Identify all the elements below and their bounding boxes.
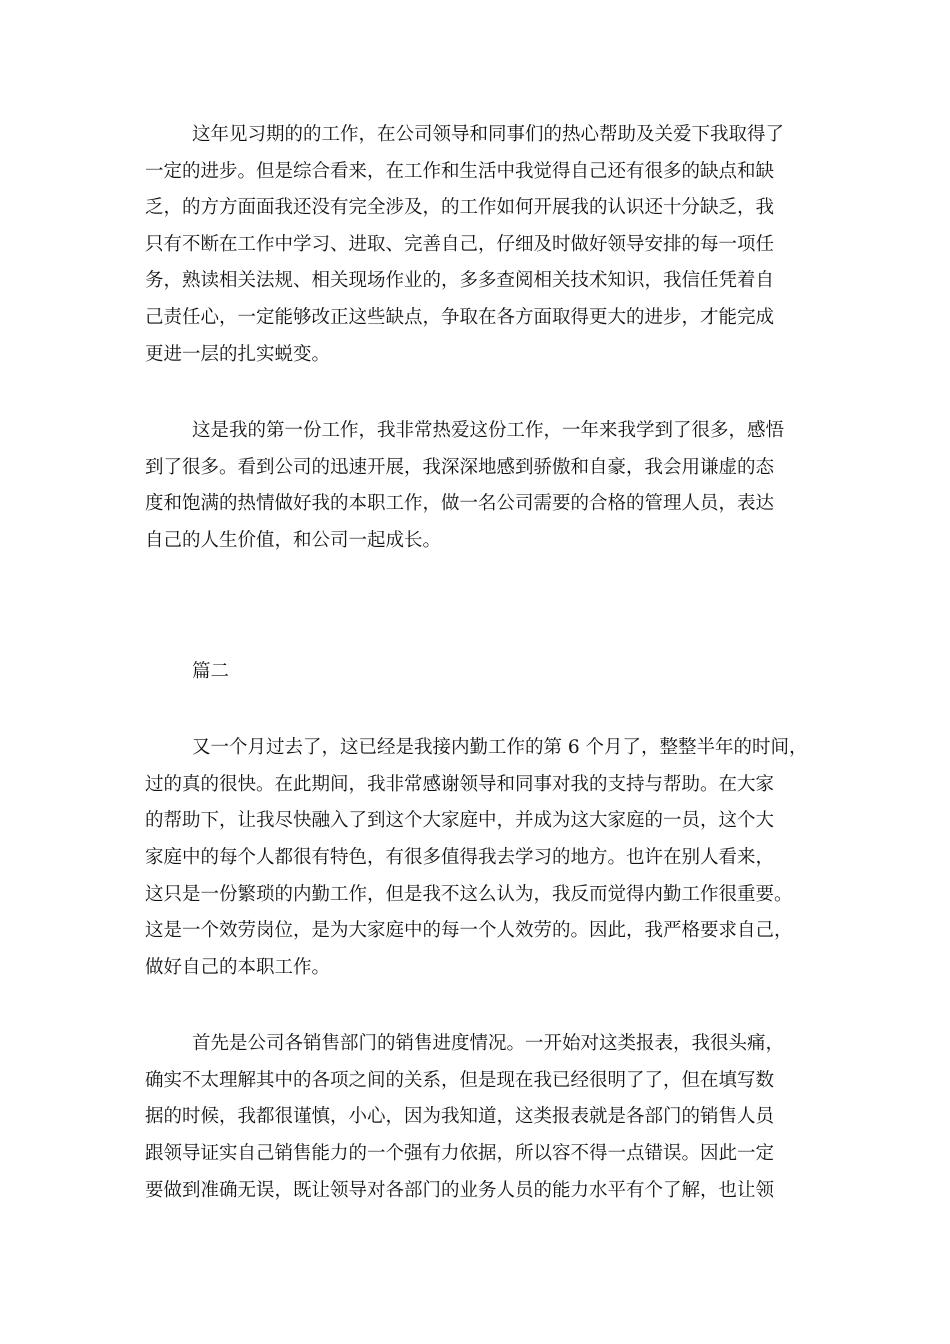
section-spacer xyxy=(145,560,813,654)
document-page xyxy=(145,117,813,1209)
paragraph-line: 做好自己的本职工作。 xyxy=(145,956,331,978)
paragraph-line: 只有不断在工作中学习、进取、完善自己，仔细及时做好领导安排的每一项任 xyxy=(145,233,775,255)
paragraph-line: 确实不太理解其中的各项之间的关系，但是现在我已经很明了了，但在填写数 xyxy=(145,1069,775,1091)
paragraph-line: 更进一层的扎实蜕变。 xyxy=(145,343,331,365)
paragraph-line: 跟领导证实自己销售能力的一个强有力依据，所以容不得一点错误。因此一定 xyxy=(145,1143,775,1165)
paragraph-line: 这年见习期的的工作，在公司领导和同事们的热心帮助及关爱下我取得了 xyxy=(192,124,785,145)
paragraph-line: 到了很多。看到公司的迅速开展，我深深地感到骄傲和自豪，我会用谦虚的态 xyxy=(145,456,775,478)
paragraph-line: 乏，的方方面面我还没有完全涉及，的工作如何开展我的认识还十分缺乏，我 xyxy=(145,197,775,219)
paragraph-line: 自己的人生价值，和公司一起成长。 xyxy=(145,529,442,551)
paragraph-line: 家庭中的每个人都很有特色，有很多值得我去学习的地方。也许在别人看来， xyxy=(145,846,775,868)
paragraph-spacer xyxy=(145,373,813,413)
paragraph-3 xyxy=(145,730,813,986)
paragraph-line: 据的时候，我都很谨慎，小心，因为我知道，这类报表就是各部门的销售人员 xyxy=(145,1106,775,1128)
paragraph-spacer xyxy=(145,986,813,1026)
paragraph-line: 的帮助下，让我尽快融入了到这个大家庭中，并成为这大家庭的一员，这个大 xyxy=(145,810,775,832)
paragraph-line: 这是一个效劳岗位，是为大家庭中的每一个人效劳的。因此，我严格要求自己， xyxy=(145,920,793,942)
paragraph-line: 过的真的很快。在此期间，我非常感谢领导和同事对我的支持与帮助。在大家 xyxy=(145,773,775,795)
section-heading: 篇二 xyxy=(192,660,230,682)
paragraph-line: 要做到准确无误，既让领导对各部门的业务人员的能力水平有个了解，也让领 xyxy=(145,1179,775,1201)
paragraph-4 xyxy=(145,1026,813,1209)
paragraph-line: 己责任心，一定能够改正这些缺点，争取在各方面取得更大的进步，才能完成 xyxy=(145,306,775,328)
paragraph-line: 又一个月过去了，这已经是我接内勤工作的第 6 个月了，整整半年的时间， xyxy=(192,737,808,759)
paragraph-2 xyxy=(145,413,813,559)
paragraph-line: 务，熟读相关法规、相关现场作业的，多多查阅相关技术知识，我信任凭着自 xyxy=(145,270,775,292)
paragraph-1 xyxy=(145,117,813,373)
paragraph-spacer xyxy=(145,690,813,730)
paragraph-line: 一定的进步。但是综合看来，在工作和生活中我觉得自己还有很多的缺点和缺 xyxy=(145,160,775,182)
paragraph-line: 这是我的第一份工作，我非常热爱这份工作，一年来我学到了很多，感悟 xyxy=(192,420,785,442)
paragraph-line: 这只是一份繁琐的内勤工作，但是我不这么认为，我反而觉得内勤工作很重要。 xyxy=(145,883,793,905)
paragraph-line: 度和饱满的热情做好我的本职工作，做一名公司需要的合格的管理人员，表达 xyxy=(145,493,775,515)
paragraph-line: 首先是公司各销售部门的销售进度情况。一开始对这类报表，我很头痛， xyxy=(192,1033,785,1055)
